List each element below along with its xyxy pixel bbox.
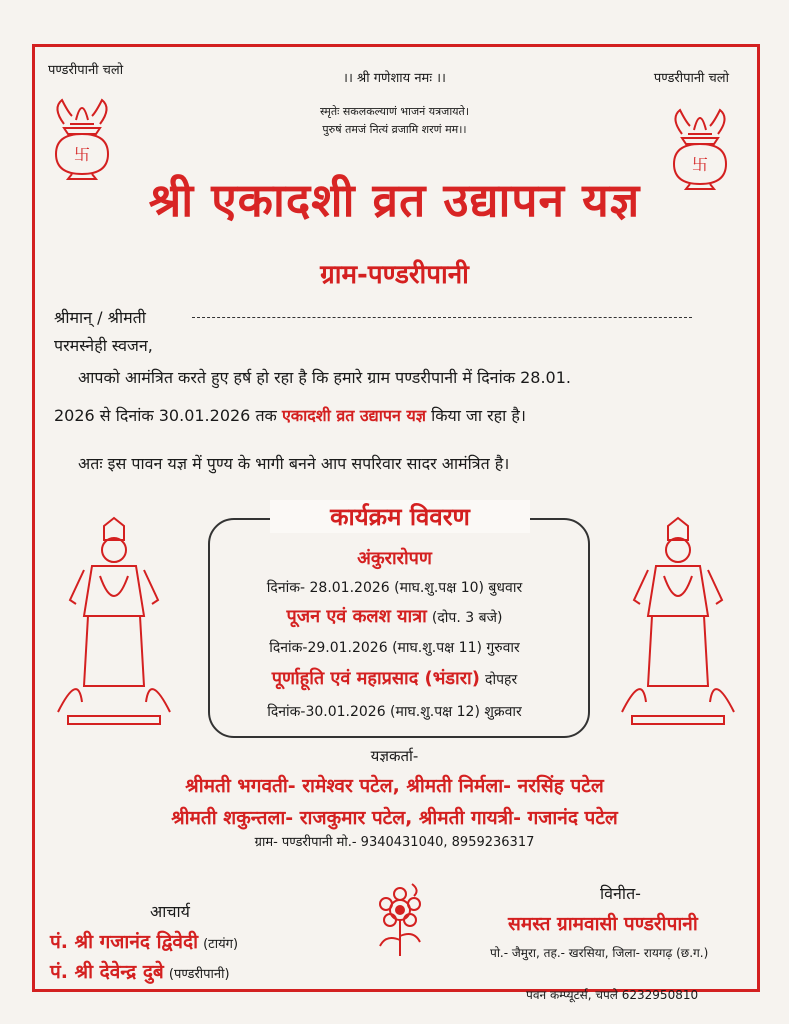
printer-credit: पवन कम्प्यूटर्स, चपले 6232950810: [526, 988, 699, 1002]
village-title: ग्राम-पण्डरीपानी: [320, 260, 469, 290]
name-blank-line: [192, 317, 692, 318]
event-3-name: पूर्णाहूति एवं महाप्रसाद (भंडारा): [271, 668, 480, 689]
invitation-end: किया जा रहा है।: [431, 406, 526, 425]
event-1-date: दिनांक- 28.01.2026 (माघ.शु.पक्ष 10) बुधवार: [266, 580, 523, 596]
svg-text:卐: 卐: [73, 145, 91, 164]
hosts-contact: ग्राम- पण्डरीपानी मो.- 9340431040, 8959236317: [254, 835, 535, 850]
page-title: श्री एकादशी व्रत उद्यापन यज्ञ: [148, 173, 641, 227]
hosts-label: यज्ञकर्ता-: [370, 747, 419, 765]
right-tag: पण्डरीपानी चलो: [653, 71, 729, 86]
acharya-1: [50, 928, 238, 954]
acharya-1-name: पं. श्री गजानंद द्विवेदी: [50, 931, 198, 953]
flower-icon: [372, 880, 428, 960]
vineet-address: पो.- जैमुरा, तह.- खरसिया, जिला- रायगढ़ (छ.ग.): [490, 946, 709, 960]
shloka-line-1: स्मृतेः सकलकल्याणं भाजनं यत्रजायते।: [320, 105, 469, 118]
acharya-2-name: पं. श्री देवेन्द्र दुबे: [50, 961, 164, 983]
event-3: [0, 666, 789, 690]
event-2: [0, 604, 789, 628]
svg-text:卐: 卐: [691, 155, 709, 174]
vineet-label: विनीत-: [600, 884, 641, 903]
event-3-time: दोपहर: [485, 672, 518, 688]
invocation: ।। श्री गणेशाय नमः ।।: [343, 71, 446, 86]
event-2-name: पूजन एवं कलश यात्रा: [286, 606, 427, 627]
hosts-line-1: श्रीमती भगवती- रामेश्वर पटेल, श्रीमती निर्मला- नरसिंह पटेल: [185, 775, 604, 797]
invitation-line-1: आपको आमंत्रित करते हुए हर्ष हो रहा है कि हमारे ग्राम पण्डरीपानी में दिनांक 28.01.: [78, 368, 571, 387]
shloka-line-2: पुरुषं तमजं नित्यं व्रजामि शरणं मम।।: [322, 123, 467, 136]
invitation-dates: 2026 से दिनांक 30.01.2026 तक: [54, 406, 277, 425]
greeting: परमस्नेही स्वजन,: [54, 336, 153, 355]
invitation-event-name: एकादशी व्रत उद्यापन यज्ञ: [281, 406, 426, 425]
acharya-2: [50, 958, 230, 984]
name-prefix: श्रीमान् / श्रीमती: [54, 308, 146, 327]
acharya-1-place: (टायंग): [203, 937, 239, 952]
left-tag: पण्डरीपानी चलो: [48, 63, 124, 78]
invitation-line-2: [54, 404, 526, 426]
acharya-label: आचार्य: [150, 902, 190, 921]
event-2-date: दिनांक-29.01.2026 (माघ.शु.पक्ष 11) गुरुवार: [269, 640, 520, 656]
event-1-name: अंकुरारोपण: [357, 548, 432, 569]
event-3-date: दिनांक-30.01.2026 (माघ.शु.पक्ष 12) शुक्रवार: [267, 704, 522, 720]
program-title: कार्यक्रम विवरण: [270, 500, 530, 533]
acharya-2-place: (पण्डरीपानी): [168, 967, 230, 982]
invitation-line-3: अतः इस पावन यज्ञ में पुण्य के भागी बनने आप सपरिवार सादर आमंत्रित है।: [78, 454, 510, 473]
event-2-time: (दोप. 3 बजे): [431, 610, 503, 626]
vineet-name: समस्त ग्रामवासी पण्डरीपानी: [508, 913, 698, 935]
hosts-line-2: श्रीमती शकुन्तला- राजकुमार पटेल, श्रीमती गायत्री- गजानंद पटेल: [171, 807, 618, 829]
